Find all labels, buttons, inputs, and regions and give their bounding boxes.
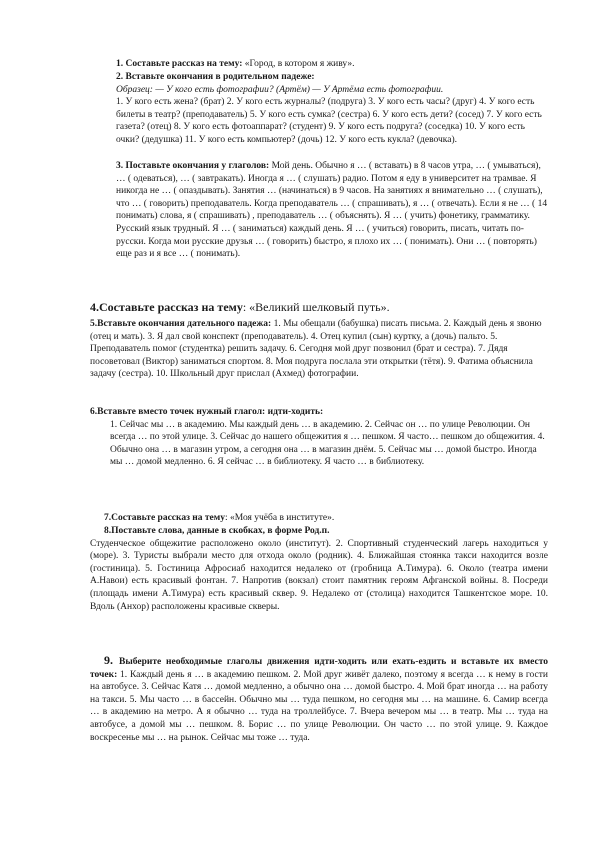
task-6 (90, 406, 548, 469)
task-3-label: 3. Поставьте окончания у глаголов: (116, 161, 270, 171)
task-9-label: Выберите необходимые глаголы движения идти-ходить или ехать-ездить и вставьте их вместо точек: (90, 657, 548, 680)
task-2-label: 2. Вставьте окончания в родительном падеже: (116, 72, 315, 82)
task-6-label: 6.Вставьте вместо точек нужный глагол: идти-ходить: (90, 407, 324, 417)
task-7-text: : «Моя учёба в институте». (224, 513, 335, 523)
task-2 (116, 71, 548, 147)
task-4-text: : «Великий шелковый путь». (242, 300, 390, 314)
task-9-text: 1. Каждый день я … в академию пешком. 2. Мой друг живёт далеко, поэтому я всегда … к нему в гости на автобусе. 3. Сейчас Катя … домой медленно, а обычно она … домой быстро. 4. Мой брат иногда … на работу на такси. 5. Мы часто … в бассейн. Обычно мы … туда пешком, но сегодня мы … на машине. 6. Самир всегда … в академию на метро. А я обычно … туда на троллейбусе. 7. Вчера вечером мы … в театр. Мы … туда на автобусе, а домой мы … пешком. 8. Борис … по улице Революции. Он часто … по этой улице. 9. Каждое воскресенье мы … на рынок. Сейчас мы тоже … туда. (90, 669, 548, 743)
task-6-text: 1. Сейчас мы … в академию. Мы каждый день … в академию. 2. Сейчас он … по улице Революции. Он всегда … по этой улице. 3. Сейчас до нашего общежития я … пешком. Я часто… пешком до общежития. 4. Обычно она … в магазин утром, а сегодня она … в магазин днём. 5. Сейчас мы … домой быстро. Иногда мы … домой медленно. 6. Я сейчас … в библиотеку. Я часто … в библиотеку. (110, 419, 545, 468)
task-1 (116, 58, 548, 71)
task-8-text: Студенческое общежитие расположено около (институт). 2. Спортивный студенческий лагерь находиться у (море). 3. Туристы выбрали место для отхода около (родник). 4. Ближайшая стоянка такси находится возле (гостиница). 5. Гостиница Афросиаб находится недалеко от (гробница А.Тимура). 6. Около (театра имени А.Навои) есть красивый фонтан. 7. Напротив (вокзал) стоит памятник героям Афганской войны. 8. Посреди (площадь имени А.Тимура) есть красивый сквер. 9. Недалеко от (столица) находится Ташкентское море. 10. Вдоль (Анхор) расположены красивые скверы. (90, 538, 548, 612)
task-9-number: 9. (104, 653, 113, 667)
task-8-label: 8.Поставьте слова, данные в скобках, в форме Род.п. (104, 526, 330, 536)
task-5 (90, 318, 548, 381)
task-8 (90, 525, 548, 613)
task-1-text: «Город, в котором я живу». (242, 59, 355, 69)
task-2-text: 1. У кого есть жена? (брат) 2. У кого есть журналы? (подруга) 3. У кого есть часы? (друг) 4. У кого есть билеты в театр? (преподаватель) 5. У кого есть сумка? (сестра) 6. У кого есть дети? (сосед) 7. У кого есть газета? (отец) 8. У кого есть фотоаппарат? (студент) 9. У кого есть подруга? (соседка) 10. У кого есть очки? (дедушка) 11. У кого есть компьютер? (дочь) 12. У кого есть кукла? (девочка). (116, 97, 542, 145)
task-4 (90, 300, 548, 314)
task-3 (116, 160, 548, 261)
task-7-label: 7.Составьте рассказ на тему (104, 513, 225, 523)
task-2-example: Образец: — У кого есть фотографии? (Артём) — У Артёма есть фотографии. (116, 84, 444, 95)
task-3-text: Мой день. Обычно я … ( вставать) в 8 часов утра, … ( умываться), … ( одеваться), … ( завтракать). Иногда я … ( слушать) радио. Потом я еду в университет на трамвае. Я никогда не … ( опаздывать). Занятия … (начинаться) в 9 часов. На занятиях я внимательно … ( слушать), что … ( говорить) преподаватель. Когда преподаватель … ( спрашивать), я … ( отвечать). Если я не … ( 14 понимать) слова, я ( спрашивать) , преподаватель … ( объяснять). Я … ( учить) фонетику, грамматику. Русский язык трудный. Я … ( заниматься) каждый день. Я … ( учиться) говорить, писать, читать по-русски. Когда мои русские друзья … ( говорить) быстро, я плохо их … ( понимать). Они … ( повторять) еще раз и я все … ( понимать). (116, 161, 548, 260)
task-9 (90, 653, 548, 744)
task-1-label: 1. Составьте рассказ на тему: (116, 59, 243, 69)
task-5-label: 5.Вставьте окончания дательного падежа: (90, 319, 272, 329)
task-7 (104, 512, 548, 525)
task-5-text: 1. Мы обещали (бабушка) писать письма. 2. Каждый день я звоню (отец и мать). 3. Я дал свой конспект (преподаватель). 4. Отец купил (сын) куртку, а (дочь) пальто. 5. Преподаватель помог (студентка) решить задачу. 6. Сегодня мой друг позвонил (брат и сестра). 7. Дядя посоветовал (Виктор) заниматься спортом. 8. Моя подруга послала эти открытки (тётя). 9. Фатима объяснила задачу (сестра). 10. Школьный друг прислал (Ахмед) фотографии. (90, 319, 542, 380)
task-4-label: 4.Составьте рассказ на тему (90, 300, 243, 314)
